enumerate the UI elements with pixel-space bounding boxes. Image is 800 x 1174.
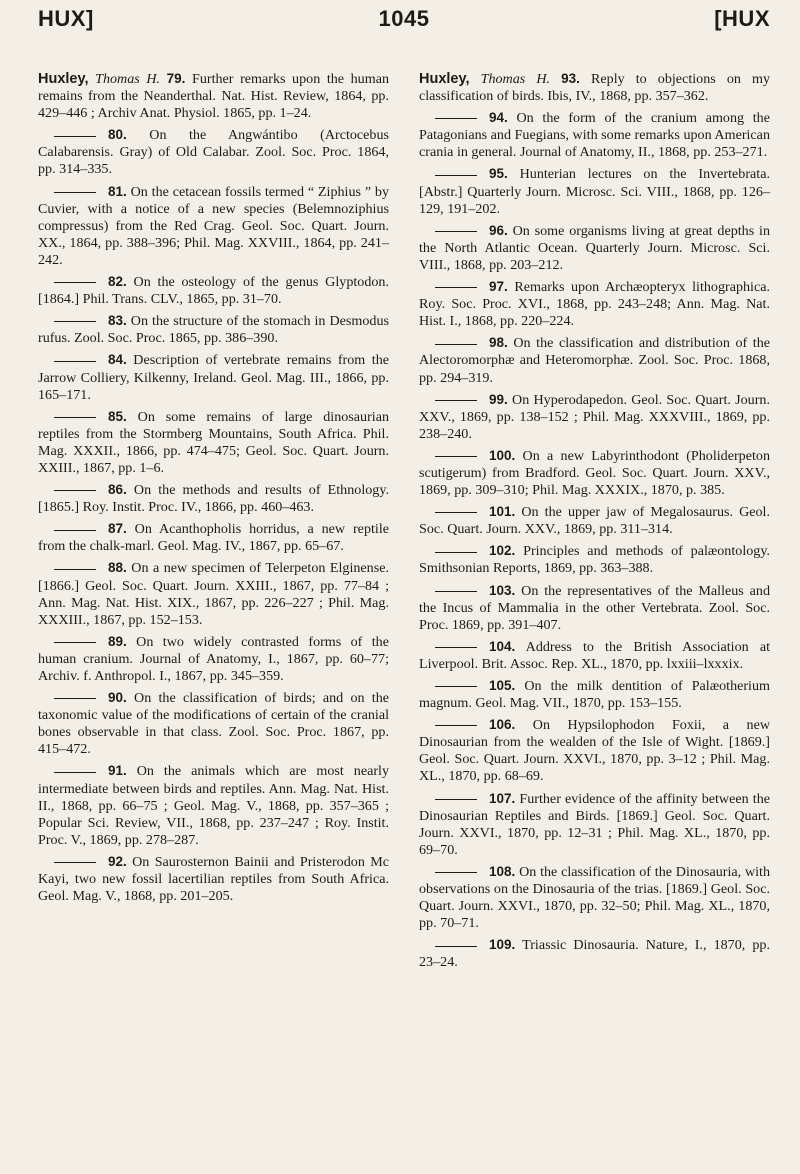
ditto-dash	[54, 282, 96, 283]
entry-number: 100.	[489, 447, 516, 463]
ditto-dash	[54, 321, 96, 322]
ditto-dash	[435, 344, 477, 345]
ditto-dash	[54, 136, 96, 137]
ditto-dash	[54, 490, 96, 491]
entry-text: Remarks upon Archæopteryx lithographica. Roy. Soc. Proc. XVI., 1868, pp. 243–248; Ann. Mag. Nat. Hist. I., 1868, pp. 220–224.	[419, 279, 770, 330]
ditto-dash	[54, 361, 96, 362]
entry-number: 96.	[489, 222, 508, 238]
entry-text: On the animals which are most nearly intermediate between birds and reptiles. Ann. Mag. Nat. Hist. II., 1868, pp. 66–75 ; Geol. Mag. V., 1868, pp. 357–365 ; Popular Sci. Review, VII., 1868, pp. 237–247 ; Roy. Instit. Proc. V., 1869, pp. 278–287.	[38, 763, 389, 848]
entry-number: 81.	[108, 183, 127, 199]
entry-text: On the cetacean fossils termed “ Ziphius ” by Cuvier, with a notice of a new species (Belemnoziphius compressus) from the Red Crag. Geol. Soc. Quart. Journ. XX., 1864, pp. 388–396; Phil. Mag. XXVIII., 1864, pp. 241–242.	[38, 183, 389, 268]
bibliography-entry	[419, 863, 770, 932]
bibliography-entry	[419, 790, 770, 859]
entry-number: 103.	[489, 582, 516, 598]
ditto-dash	[54, 192, 96, 193]
entry-text: On the form of the cranium among the Patagonians and Fuegians, with some remarks upon American crania in general. Journal of Anatomy, II., 1868, pp. 253–271.	[419, 110, 770, 161]
entry-number: 82.	[108, 274, 127, 290]
bibliography-entry	[419, 638, 770, 673]
bibliography-entry	[38, 633, 389, 685]
entry-number: 104.	[489, 638, 516, 654]
bibliography-entry	[419, 391, 770, 443]
entry-text: On Acanthopholis horridus, a new reptile from the chalk-marl. Geol. Mag. IV., 1867, pp. 65–67.	[38, 521, 389, 555]
page-number: 1045	[378, 6, 430, 31]
running-head-left: HUX]	[38, 6, 94, 31]
entry-number: 85.	[108, 408, 127, 424]
entry-text: Address to the British Association at Liverpool. Brit. Assoc. Rep. XL., 1870, pp. lxxiii–lxxxix.	[419, 638, 770, 672]
ditto-dash	[435, 872, 477, 873]
bibliography-entry	[419, 936, 770, 971]
running-head-right: [HUX	[714, 6, 770, 31]
entry-text: On the osteology of the genus Glyptodon. [1864.] Phil. Trans. CLV., 1865, pp. 31–70.	[38, 274, 389, 308]
entry-text: On the classification and distribution of the Alectoromorphæ and Heteromorphæ. Zool. Soc. Proc. 1868, pp. 294–319.	[419, 335, 770, 386]
ditto-dash	[54, 862, 96, 863]
author-given-name: Thomas H.	[95, 71, 161, 87]
ditto-dash	[435, 512, 477, 513]
bibliography-entry	[419, 542, 770, 577]
ditto-dash	[54, 698, 96, 699]
entry-number: 86.	[108, 482, 127, 498]
bibliography-entry	[419, 222, 770, 274]
ditto-dash	[54, 772, 96, 773]
ditto-dash	[435, 456, 477, 457]
entry-text: On Saurosternon Bainii and Pristerodon Mc Kayi, two new fossil lacertilian reptiles from South Africa. Geol. Mag. V., 1868, pp. 201–205.	[38, 853, 389, 905]
bibliography-entry	[38, 559, 389, 628]
bibliography-entry	[38, 408, 389, 477]
bibliography-entry	[419, 503, 770, 538]
ditto-dash	[435, 946, 477, 947]
entry-number: 79.	[166, 71, 186, 86]
entry-text: Hunterian lectures on the Invertebrata. [Abstr.] Quarterly Journ. Microsc. Sci. VIII., 1868, pp. 126–129, 191–202.	[419, 166, 770, 217]
entry-text: On the representatives of the Malleus and the Incus of Mammalia in the other Vertebrata. Zool. Soc. Proc. 1869, pp. 391–407.	[419, 582, 770, 633]
author-surname: Huxley,	[419, 71, 470, 87]
entry-number: 109.	[489, 937, 516, 953]
entry-text: On the upper jaw of Megalosaurus. Geol. Soc. Quart. Journ. XXV., 1869, pp. 311–314.	[419, 504, 770, 538]
entry-text: Reply to objections on my classification of birds. Ibis, IV., 1868, pp. 357–362.	[419, 71, 771, 105]
entry-text: Description of vertebrate remains from the Jarrow Colliery, Kilkenny, Ireland. Geol. Mag. III., 1866, pp. 165–171.	[38, 352, 389, 403]
ditto-dash	[435, 175, 477, 176]
entry-text: On a new Labyrinthodont (Pholiderpeton scutigerum) from Bradford. Geol. Soc. Quart. Journ. XXV., 1869, pp. 309–310; Phil. Mag. XXXIX., 1870, p. 385.	[419, 447, 770, 499]
entry-text: Principles and methods of palæontology. Smithsonian Reports, 1869, pp. 363–388.	[419, 543, 770, 577]
entry-text: On two widely contrasted forms of the human cranium. Journal of Anatomy, I., 1867, pp. 60–77; Archiv. f. Anthropol. I., 1867, pp. 345–359.	[38, 633, 389, 684]
entry-text: Triassic Dinosauria. Nature, I., 1870, pp. 23–24.	[419, 937, 770, 971]
entry-text: On Hyperodapedon. Geol. Soc. Quart. Journ. XXV., 1869, pp. 138–152 ; Phil. Mag. XXXVIII., 1869, pp. 238–240.	[419, 391, 770, 442]
ditto-dash	[435, 591, 477, 592]
bibliography-entry	[38, 520, 389, 555]
bibliography-entry	[419, 278, 770, 330]
entry-number: 84.	[108, 352, 127, 368]
bibliography-entry	[38, 183, 389, 269]
entry-number: 97.	[489, 279, 508, 295]
bibliography-entry	[38, 273, 389, 308]
entry-number: 101.	[489, 504, 516, 520]
bibliography-entry	[38, 312, 389, 347]
entry-number: 91.	[108, 763, 127, 779]
entry-number: 83.	[108, 313, 127, 329]
ditto-dash	[435, 647, 477, 648]
entry-number: 99.	[489, 391, 508, 407]
bibliography-entry	[419, 447, 770, 499]
entry-number: 93.	[561, 71, 580, 86]
entry-text: On the structure of the stomach in Desmodus rufus. Zool. Soc. Proc. 1865, pp. 386–390.	[38, 313, 389, 347]
ditto-dash	[435, 686, 477, 687]
author-given-name: Thomas H.	[480, 71, 551, 87]
entry-number: 107.	[489, 790, 516, 806]
bibliography-entry	[38, 762, 389, 848]
entry-text: On the classification of birds; and on the taxonomic value of the modifications of certain of the cranial bones observable in that class. Zool. Soc. Proc. 1867, pp. 415–472.	[38, 690, 389, 758]
left-column	[38, 70, 389, 976]
entry-text: On a new specimen of Telerpeton Elginense. [1866.] Geol. Soc. Quart. Journ. XXIII., 1867, pp. 77–84 ; Ann. Mag. Nat. Hist. XIX., 1867, pp. 226–227 ; Phil. Mag. XXXIII., 1867, pp. 152–153.	[38, 560, 389, 628]
entry-number: 94.	[489, 110, 508, 126]
ditto-dash	[54, 642, 96, 643]
author-surname: Huxley,	[38, 71, 89, 87]
entry-number: 92.	[108, 853, 127, 869]
bibliography-entry	[38, 70, 389, 122]
bibliography-entry	[419, 582, 770, 634]
bibliography-entry	[38, 481, 389, 516]
entry-number: 80.	[108, 127, 127, 143]
entry-number: 106.	[489, 717, 516, 733]
bibliography-entry	[419, 109, 770, 161]
entry-text: On some remains of large dinosaurian reptiles from the Stormberg Mountains, South Africa. Phil. Mag. XXXII., 1866, pp. 474–475; Geol. Soc. Quart. Journ. XXIII., 1867, pp. 1–6.	[38, 408, 389, 476]
ditto-dash	[54, 530, 96, 531]
bibliography-entry	[38, 853, 389, 905]
bibliography-entry	[419, 677, 770, 712]
bibliography-entry	[419, 716, 770, 785]
entry-text: Further evidence of the affinity between the Dinosaurian Reptiles and Birds. [1869.] Geol. Soc. Quart. Journ. XXVI., 1870, pp. 12–31 ; Phil. Mag. XL., 1870, pp. 69–70.	[419, 790, 770, 858]
bibliography-entry	[38, 126, 389, 178]
entry-text: On the methods and results of Ethnology. [1865.] Roy. Instit. Proc. IV., 1866, pp. 460–463.	[38, 482, 389, 516]
entry-text: On Hypsilophodon Foxii, a new Dinosaurian from the wealden of the Isle of Wight. [1869.] Geol. Soc. Quart. Journ. XXVI., 1870, pp. 3–12 ; Phil. Mag. XL., 1870, pp. 68–69.	[419, 717, 770, 785]
ditto-dash	[435, 118, 477, 119]
entry-text: On the classification of the Dinosauria, with observations on the Dinosauria of the trias. [1869.] Geol. Soc. Quart. Journ. XXVI., 1870, pp. 32–50; Phil. Mag. XL., 1870, pp. 70–71.	[419, 863, 770, 932]
ditto-dash	[435, 799, 477, 800]
running-head	[38, 6, 770, 36]
ditto-dash	[435, 231, 477, 232]
bibliography-entry	[419, 334, 770, 386]
entry-number: 105.	[489, 678, 516, 693]
entry-text: On some organisms living at great depths in the North Atlantic Ocean. Quarterly Journ. Microsc. Sci. VIII., 1868, pp. 203–212.	[419, 222, 770, 273]
bibliography-entry	[38, 351, 389, 403]
entry-number: 90.	[108, 690, 127, 706]
ditto-dash	[54, 569, 96, 570]
entry-text: Further remarks upon the human remains from the Neanderthal. Nat. Hist. Review, 1864, pp. 429–446 ; Archiv Anat. Physiol. 1865, pp. 1–24.	[38, 71, 389, 122]
ditto-dash	[54, 417, 96, 418]
ditto-dash	[435, 725, 477, 726]
entry-number: 87.	[108, 521, 127, 537]
right-column	[419, 70, 770, 976]
bibliography-entry	[419, 70, 770, 105]
ditto-dash	[435, 552, 477, 553]
entry-number: 89.	[108, 633, 127, 649]
entry-number: 102.	[489, 543, 516, 559]
ditto-dash	[435, 400, 477, 401]
ditto-dash	[435, 287, 477, 288]
entry-number: 98.	[489, 335, 508, 351]
bibliography-entry	[38, 689, 389, 758]
entry-text: On the milk dentition of Palæotherium magnum. Geol. Mag. VII., 1870, pp. 153–155.	[419, 678, 770, 712]
bibliography-entry	[419, 165, 770, 217]
entry-number: 95.	[489, 166, 508, 182]
entry-text: On the Angwántibo (Arctocebus Calabarensis. Gray) of Old Calabar. Zool. Soc. Proc. 1864, pp. 314–335.	[38, 127, 389, 178]
entry-number: 88.	[108, 560, 127, 576]
entry-number: 108.	[489, 863, 516, 879]
bibliography-columns	[38, 70, 770, 976]
